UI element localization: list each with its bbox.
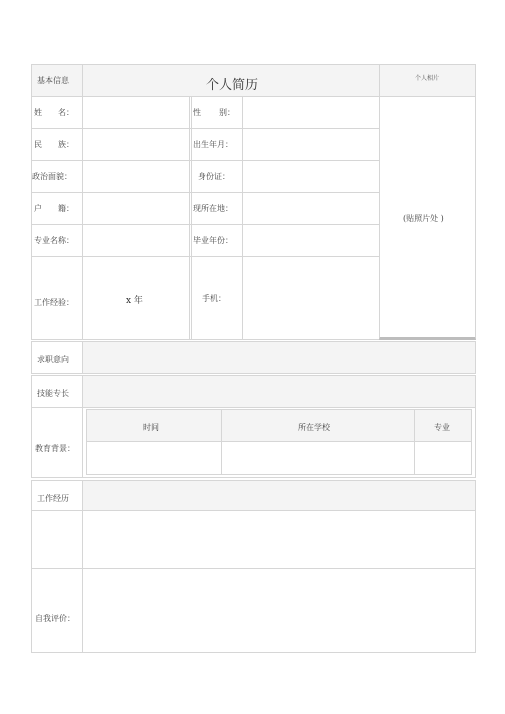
residence-field[interactable] — [243, 193, 379, 224]
page-title: 个人简历 — [206, 78, 259, 93]
job-intent-field[interactable] — [82, 341, 476, 374]
education-major-cell[interactable] — [415, 443, 471, 474]
label-ethnicity: 民 族： — [34, 140, 74, 149]
label-education: 教育背景： — [35, 444, 75, 453]
label-major: 专业名称： — [34, 236, 74, 245]
label-residence: 现所在地： — [193, 204, 233, 213]
photo-header-label: 个人相片 — [415, 75, 440, 82]
self-eval-label-cell — [31, 568, 83, 653]
photo-placeholder: (贴照片处 ) — [403, 214, 444, 223]
job-intent-label-cell — [31, 341, 83, 374]
education-table — [86, 409, 472, 475]
skills-field[interactable] — [82, 375, 476, 408]
label-job-intent: 求职意向 — [37, 355, 69, 364]
label-political-status: 政治面貌： — [32, 172, 72, 181]
title-cell — [82, 64, 380, 97]
education-header-time: 时间 — [143, 423, 159, 432]
section-label-basic-info: 基本信息 — [37, 76, 69, 85]
education-time-cell[interactable] — [87, 443, 221, 474]
photo-header-cell — [379, 64, 476, 97]
ethnicity-field[interactable] — [83, 129, 189, 160]
work-history-header-bar — [82, 480, 476, 511]
graduation-year-field[interactable] — [243, 225, 379, 256]
education-label-cell — [31, 407, 83, 478]
work-experience-field[interactable] — [83, 257, 189, 339]
gender-field[interactable] — [243, 97, 379, 128]
education-header-school: 所在学校 — [298, 423, 330, 432]
work-history-label-cell — [31, 480, 83, 511]
label-hukou: 户 籍： — [34, 204, 74, 213]
work-history-field[interactable] — [82, 510, 476, 569]
photo-area[interactable] — [379, 96, 476, 340]
major-field[interactable] — [83, 225, 189, 256]
label-birth-date: 出生年月： — [193, 140, 233, 149]
label-name: 姓 名： — [34, 108, 74, 117]
label-id-card: 身份证： — [198, 172, 230, 181]
political-status-field[interactable] — [83, 161, 189, 192]
label-graduation-year: 毕业年份： — [193, 236, 233, 245]
label-phone: 手机： — [202, 294, 226, 303]
work-experience-value: x 年 — [126, 296, 143, 306]
label-gender: 性 别： — [193, 108, 235, 117]
skills-label-cell — [31, 375, 83, 408]
id-card-field[interactable] — [243, 161, 379, 192]
work-history-left-cell — [31, 510, 83, 569]
self-eval-field[interactable] — [82, 568, 476, 653]
label-skills: 技能专长 — [37, 389, 69, 398]
hukou-field[interactable] — [83, 193, 189, 224]
section-label-cell — [31, 64, 83, 97]
education-header-major: 专业 — [434, 423, 450, 432]
phone-field[interactable] — [243, 257, 379, 339]
education-school-cell[interactable] — [222, 443, 414, 474]
name-field[interactable] — [83, 97, 189, 128]
label-self-eval: 自我评价： — [35, 614, 75, 623]
label-work-experience: 工作经验： — [34, 298, 74, 307]
label-work-history: 工作经历 — [37, 494, 69, 503]
birth-date-field[interactable] — [243, 129, 379, 160]
